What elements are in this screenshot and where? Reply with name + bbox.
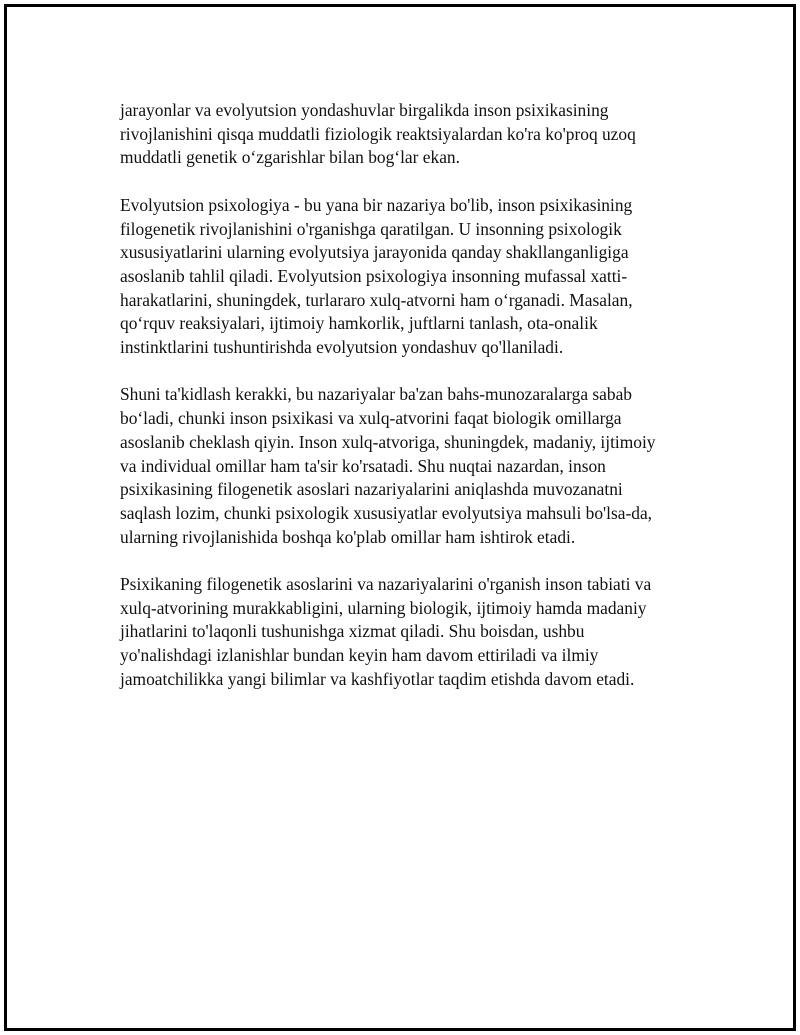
text-line: xulq-atvorining murakkabligini, ularning biologik, ijtimoiy hamda madaniy: [120, 597, 647, 618]
text-line: muddatli genetik o‘zgarishlar bilan bog‘lar ekan.: [120, 147, 460, 168]
text-line: qo‘rquv reaksiyalari, ijtimoiy hamkorlik, juftlarni tanlash, ota-onalik: [120, 313, 598, 334]
text-line: harakatlarini, shuningdek, turlararo xulq-atvorni ham o‘rganadi. Masalan,: [120, 289, 633, 310]
paragraph-2: [120, 194, 700, 360]
paragraph-3: [120, 383, 700, 549]
text-line: asoslanib cheklash qiyin. Inson xulq-atvoriga, shuningdek, madaniy, ijtimoiy: [120, 431, 656, 452]
text-line: bo‘ladi, chunki inson psixikasi va xulq-atvorini faqat biologik omillarga: [120, 408, 622, 429]
text-line: jamoatchilikka yangi bilimlar va kashfiyotlar taqdim etishda davom etadi.: [120, 668, 635, 689]
text-line: Evolyutsion psixologiya - bu yana bir nazariya bo'lib, inson psixikasining: [120, 194, 633, 215]
text-line: psixikasining filogenetik asoslari nazariyalarini aniqlashda muvozanatni: [120, 479, 623, 500]
text-line: rivojlanishini qisqa muddatli fiziologik reaktsiyalardan ko'ra ko'proq uzoq: [120, 123, 636, 144]
text-line: Shuni ta'kidlash kerakki, bu nazariyalar ba'zan bahs-munozaralarga sabab: [120, 384, 633, 405]
text-line: filogenetik rivojlanishini o'rganishga qaratilgan. U insonning psixologik: [120, 218, 622, 239]
text-line: ularning rivojlanishida boshqa ko'plab omillar ham ishtirok etadi.: [120, 526, 576, 547]
paragraph-1: [120, 99, 700, 170]
text-line: jihatlarini to'laqonli tushunishga xizmat qiladi. Shu boisdan, ushbu: [120, 621, 585, 642]
text-line: asoslanib tahlil qiladi. Evolyutsion psixologiya insonning mufassal xatti-: [120, 265, 628, 286]
page-body: [120, 99, 700, 715]
text-line: yo'nalishdagi izlanishlar bundan keyin ham davom ettiriladi va ilmiy: [120, 645, 599, 666]
text-line: Psixikaning filogenetik asoslarini va nazariyalarini o'rganish inson tabiati va: [120, 574, 652, 595]
text-line: va individual omillar ham ta'sir ko'rsatadi. Shu nuqtai nazardan, inson: [120, 455, 606, 476]
text-line: saqlash lozim, chunki psixologik xususiyatlar evolyutsiya mahsuli bo'lsa-da,: [120, 502, 653, 523]
page-frame: [4, 4, 796, 1031]
text-line: instinktlarini tushuntirishda evolyutsion yondashuv qo'llaniladi.: [120, 337, 564, 358]
text-line: xususiyatlarini ularning evolyutsiya jarayonida qanday shakllanganligiga: [120, 242, 629, 263]
paragraph-4: [120, 573, 700, 692]
text-line: jarayonlar va evolyutsion yondashuvlar birgalikda inson psixikasining: [120, 100, 609, 120]
